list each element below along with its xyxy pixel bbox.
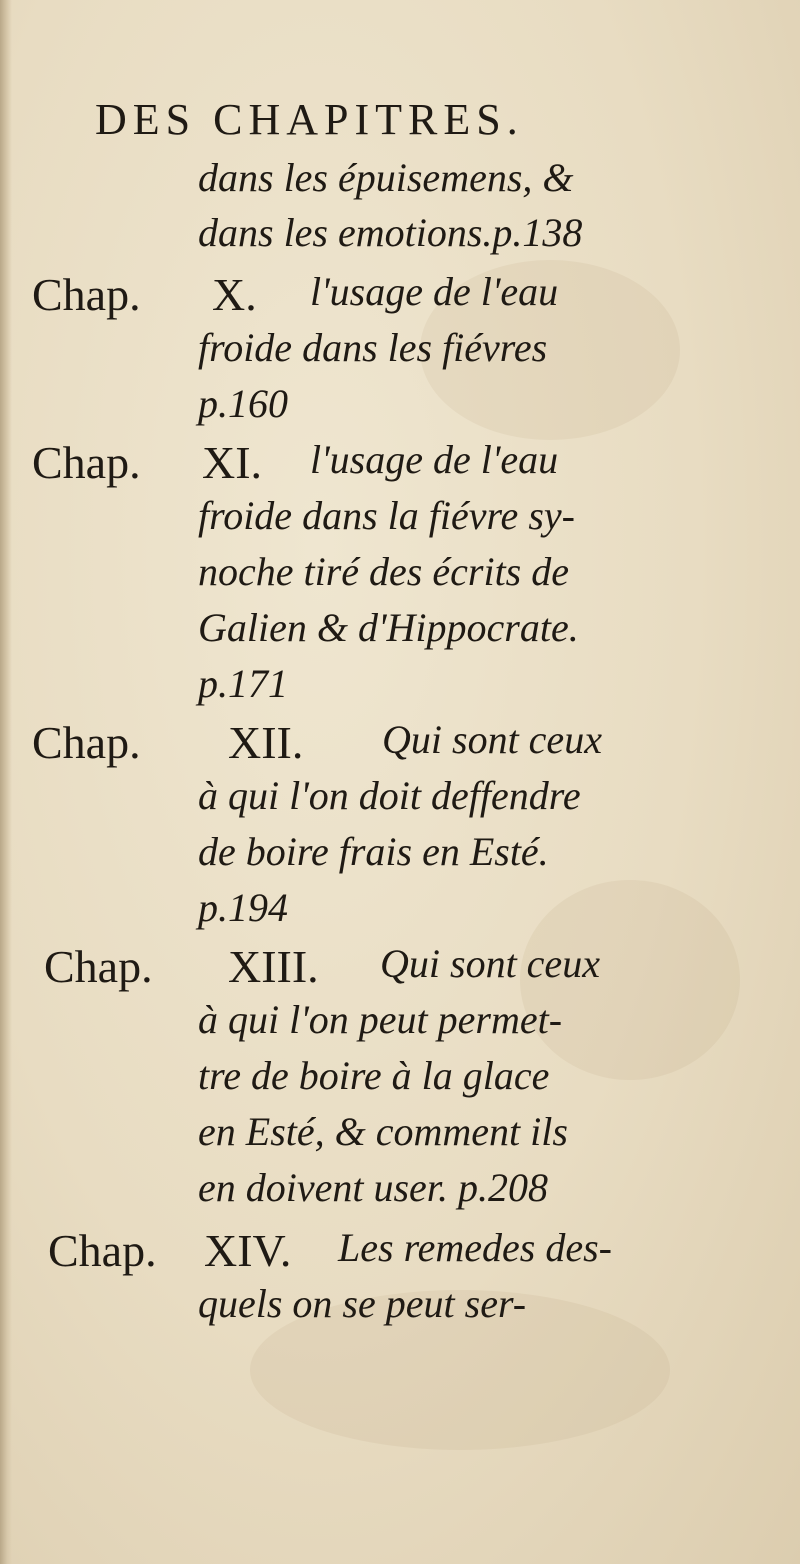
- text-line: en doivent user. p.208: [198, 1165, 548, 1210]
- chapter-label: Chap.: [44, 941, 153, 992]
- chapter-number: X.: [212, 269, 257, 320]
- chapter-title-line: l'usage de l'eau: [310, 269, 559, 314]
- chapter-number: XI.: [202, 437, 263, 488]
- running-header: DES CHAPITRES.: [95, 95, 524, 144]
- page-edge: [0, 0, 12, 1564]
- chapter-title-line: Les remedes des-: [338, 1225, 613, 1270]
- chapter-number: XIII.: [228, 941, 319, 992]
- text-line: tre de boire à la glace: [198, 1053, 550, 1098]
- text-line: en Esté, & comment ils: [198, 1109, 568, 1154]
- chapter-label: Chap.: [32, 269, 141, 320]
- text-line: à qui l'on doit deffendre: [198, 773, 581, 818]
- text-line: froide dans les fiévres: [198, 325, 548, 370]
- text-line: noche tiré des écrits de: [198, 549, 569, 594]
- chapter-title-line: l'usage de l'eau: [310, 437, 559, 482]
- chapter-number: XII.: [228, 717, 304, 768]
- page-reference: p.171: [198, 661, 288, 706]
- chapter-number: XIV.: [204, 1225, 292, 1276]
- chapter-label: Chap.: [32, 717, 141, 768]
- chapter-title-line: Qui sont ceux: [380, 941, 600, 986]
- chapter-title-line: Qui sont ceux: [382, 717, 602, 762]
- text-line: quels on se peut ser-: [198, 1281, 527, 1326]
- chapter-label: Chap.: [48, 1225, 157, 1276]
- text-line: froide dans la fiévre sy-: [198, 493, 575, 538]
- page-reference: p.194: [198, 885, 288, 930]
- text-line: de boire frais en Esté.: [198, 829, 549, 874]
- text-line: dans les épuisemens, &: [198, 155, 574, 200]
- text-line: dans les emotions.p.138: [198, 210, 583, 255]
- text-line: à qui l'on peut permet-: [198, 997, 563, 1042]
- chapter-label: Chap.: [32, 437, 141, 488]
- page-reference: p.160: [198, 381, 288, 426]
- text-line: Galien & d'Hippocrate.: [198, 605, 579, 650]
